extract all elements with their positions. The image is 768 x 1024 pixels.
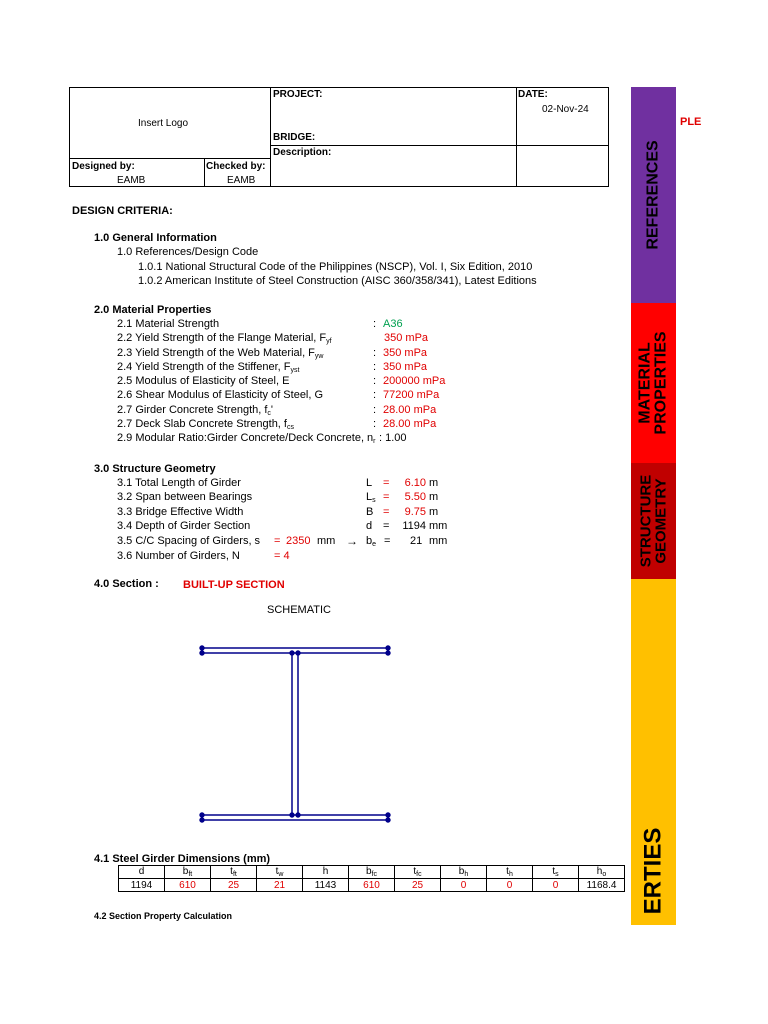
geometry-list: 3.1 Total Length of Girder 3.2 Span between Bearings 3.3 Bridge Effective Width 3.4 Depth of Girder Section: [117, 477, 253, 532]
material-row: 2.9 Modular Ratio:Girder Concrete/Deck Concrete, $n_r$: [117, 432, 376, 446]
value-cell: 0: [441, 879, 487, 892]
material-row: 2.5 Modulus of Elasticity of Steel, E: [117, 375, 290, 388]
be-value: 21: [410, 535, 423, 547]
material-list: [117, 318, 417, 447]
value-cell: 25: [211, 879, 257, 892]
value-cell: 25: [395, 879, 441, 892]
node-marker: [200, 818, 204, 822]
spacing-label: 3.5 C/C Spacing of Girders, s: [117, 535, 261, 547]
project-label: PROJECT:: [273, 89, 323, 100]
header-cell: $t_h$: [487, 866, 533, 879]
general-subtitle: 1.0 References/Design Code: [117, 246, 259, 258]
material-row: 2.7 Deck Slab Concrete Strength, $f_{cs}$: [117, 418, 294, 432]
checked-by-label: Checked by:: [206, 161, 266, 172]
tab-material-label: MATERIAL PROPERTIES: [636, 331, 670, 435]
node-marker: [290, 651, 294, 655]
material-row: 2.6 Shear Modulus of Elasticity of Steel, G: [117, 389, 324, 402]
date-label: DATE:: [518, 89, 548, 100]
spacing-value: 2350: [286, 535, 311, 547]
value-cell: 610: [165, 879, 211, 892]
date-value: 02-Nov-24: [542, 104, 589, 115]
geometry-values: 6.10 5.50 9.75 1194: [402, 477, 426, 532]
designed-by-value: EAMB: [117, 175, 146, 186]
num-girders-value: = 4: [274, 550, 290, 562]
header-cell: $t_w$: [257, 866, 303, 879]
header-cell: $b_{fc}$: [349, 866, 395, 879]
geometry-symbols: L $L_s$ B d: [366, 477, 376, 532]
material-values: [379, 318, 483, 447]
header-cell: $b_h$: [441, 866, 487, 879]
bridge-label: BRIDGE:: [273, 132, 316, 143]
value-cell: 0: [487, 879, 533, 892]
material-row: 2.1 Material Strength: [117, 318, 220, 330]
be-unit: mm: [429, 535, 448, 547]
node-marker: [386, 651, 390, 655]
girder-concrete-value: 28.00 mPa: [383, 403, 437, 416]
tab-erties-label: ERTIES: [639, 827, 667, 915]
girder-dimensions-table: [118, 865, 625, 892]
header-cell: $t_s$: [533, 866, 579, 879]
title-block: [69, 87, 609, 187]
i-beam-schematic: [190, 640, 400, 830]
reference-nscp: 1.0.1 National Structural Code of the Philippines (NSCP), Vol. I, Six Edition, 2010: [138, 261, 533, 273]
node-marker: [386, 818, 390, 822]
material-row: 2.7 Girder Concrete Strength, $f_c'$: [117, 403, 274, 417]
section-type: BUILT-UP SECTION: [183, 579, 285, 591]
schematic-label: SCHEMATIC: [267, 604, 331, 616]
be-symbol: $b_e$: [366, 535, 377, 548]
tab-structure-geometry[interactable]: [631, 463, 676, 579]
spacing-equals: =: [274, 535, 281, 547]
reference-aisc: 1.0.2 American Institute of Steel Construction (AISC 360/358/341), Latest Editions: [138, 275, 537, 287]
checked-by-value: EAMB: [227, 175, 256, 186]
dims-title: 4.1 Steel Girder Dimensions (mm): [94, 853, 271, 865]
designed-by-label: Designed by:: [72, 161, 135, 172]
spacing-unit: mm: [317, 535, 336, 547]
tab-material-properties[interactable]: [631, 303, 676, 463]
web-yield-value: 350 mPa: [383, 346, 428, 359]
header-cell: $b_{ft}$: [165, 866, 211, 879]
shear-modulus-value: 77200 mPa: [383, 389, 440, 402]
header-cell: d: [119, 866, 165, 879]
header-cell: $h_o$: [579, 866, 625, 879]
num-girders-label: 3.6 Number of Girders, N: [117, 550, 240, 562]
value-cell: 21: [257, 879, 303, 892]
geometry-title: 3.0 Structure Geometry: [94, 463, 216, 475]
node-marker: [290, 813, 294, 817]
material-colons: : : : : : : :: [373, 318, 377, 431]
node-marker: [386, 646, 390, 650]
table-header-row: [119, 866, 625, 879]
ple-fragment: PLE: [680, 116, 702, 128]
design-criteria-title: DESIGN CRITERIA:: [72, 205, 173, 217]
value-cell: 0: [533, 879, 579, 892]
logo-placeholder: Insert Logo: [138, 118, 189, 129]
node-marker: [200, 813, 204, 817]
flange-yield-value: 350 mPa: [384, 332, 429, 345]
material-row: 2.3 Yield Strength of the Web Material, $F_{yw}$: [117, 346, 324, 360]
description-label: Description:: [273, 147, 332, 158]
material-strength-value: A36: [383, 318, 403, 330]
material-row: 2.4 Yield Strength of the Stiffener, $F_{yst}$: [117, 360, 300, 374]
stiffener-yield-value: 350 mPa: [383, 360, 428, 373]
node-marker: [200, 651, 204, 655]
tab-references[interactable]: [631, 87, 676, 303]
tab-references-label: REFERENCES: [644, 140, 662, 250]
material-row: 2.2 Yield Strength of the Flange Material, $F_{yf}$: [117, 332, 332, 346]
geometry-units: m m m mm: [429, 477, 448, 532]
node-marker: [386, 813, 390, 817]
calc-title: 4.2 Section Property Calculation: [94, 911, 233, 921]
arrow-icon: →: [346, 534, 358, 548]
be-equals: =: [384, 535, 391, 547]
deck-concrete-value: 28.00 mPa: [383, 418, 437, 431]
header-cell: h: [303, 866, 349, 879]
header-cell: $t_{ft}$: [211, 866, 257, 879]
tab-structure-label: STRUCTURE GEOMETRY: [637, 474, 670, 568]
value-cell: 1143: [303, 879, 349, 892]
geometry-equals: = = = =: [383, 477, 390, 532]
table-row: [119, 879, 625, 892]
value-cell: 1168.4: [579, 879, 625, 892]
general-title: 1.0 General Information: [94, 232, 217, 244]
value-cell: 1194: [119, 879, 165, 892]
header-cell: $t_{fc}$: [395, 866, 441, 879]
material-title: 2.0 Material Properties: [94, 304, 212, 316]
node-marker: [200, 646, 204, 650]
tab-section-properties[interactable]: [631, 579, 676, 925]
value-cell: 610: [349, 879, 395, 892]
node-marker: [296, 651, 300, 655]
node-marker: [296, 813, 300, 817]
modular-ratio-value: : 1.00: [379, 432, 407, 445]
section-title: 4.0 Section :: [94, 578, 159, 590]
modulus-elasticity-value: 200000 mPa: [383, 375, 446, 388]
